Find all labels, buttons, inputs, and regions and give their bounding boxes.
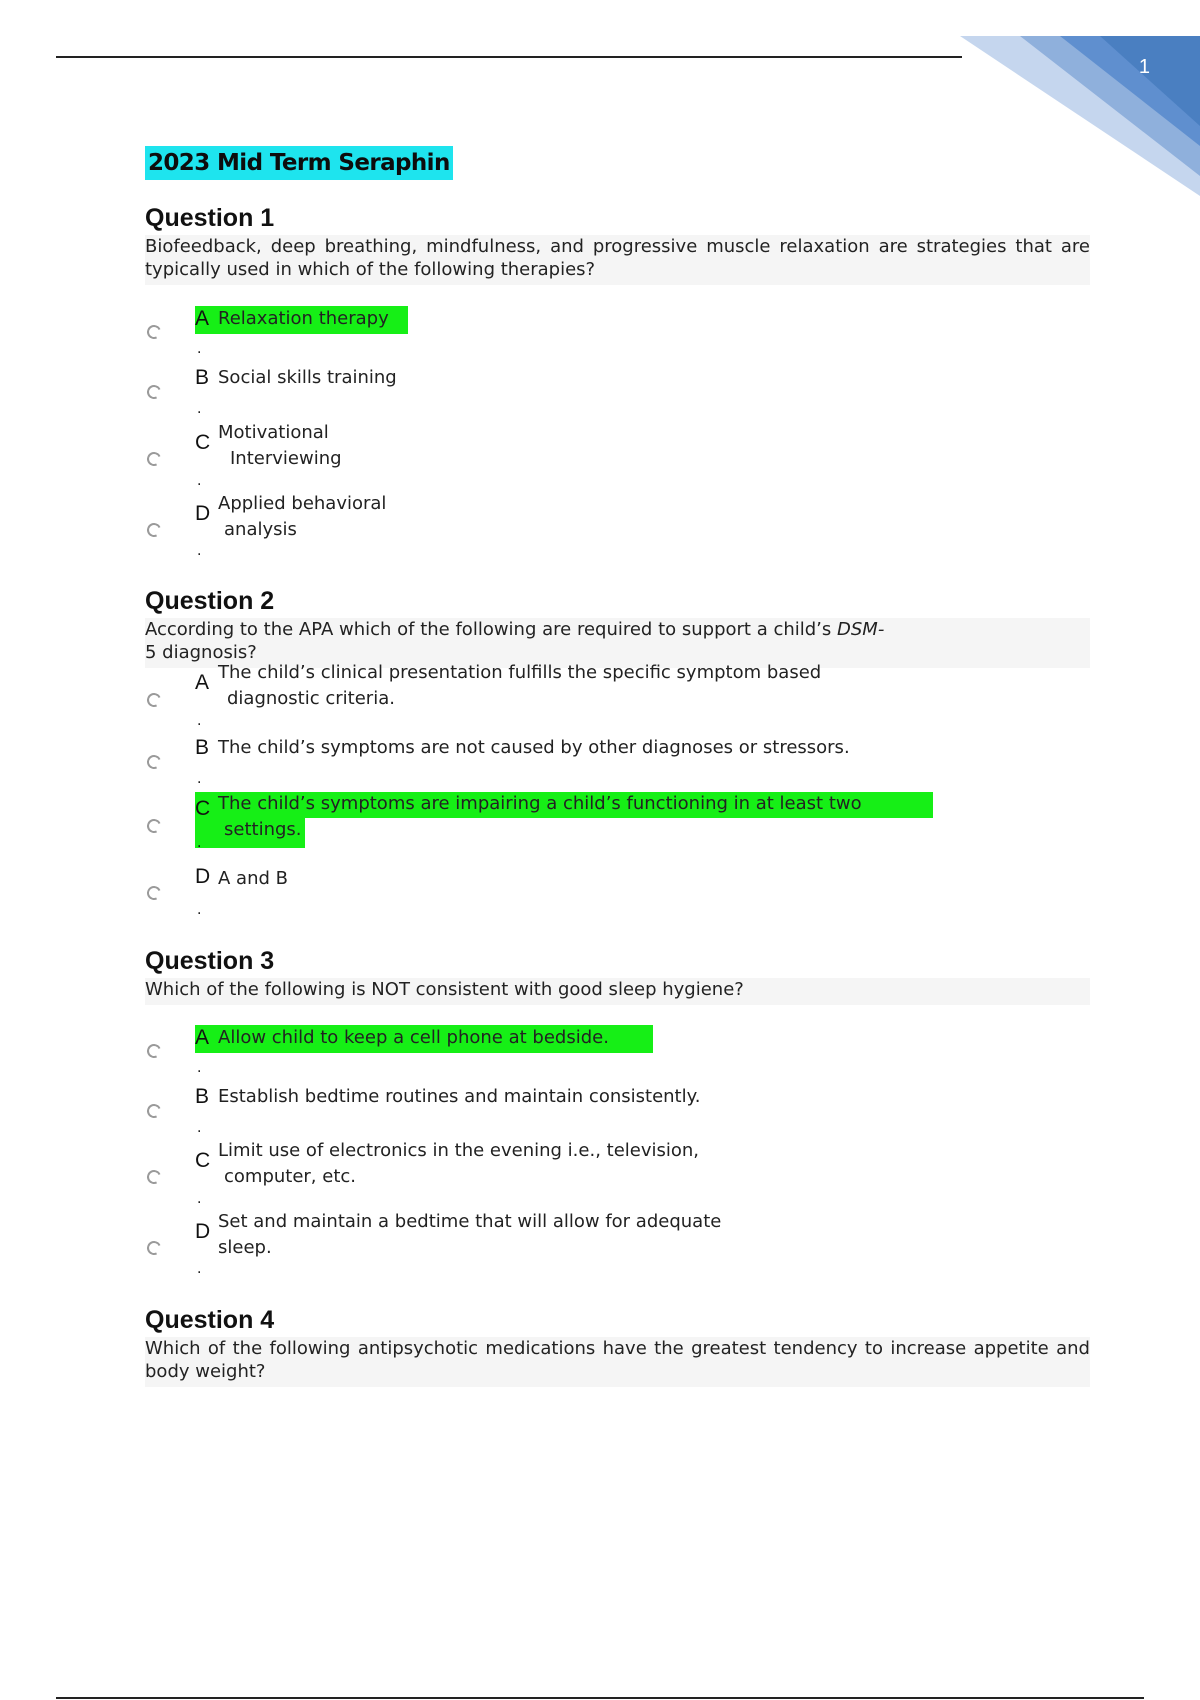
question-heading: Question 1 <box>145 204 275 232</box>
option-text: Relaxation therapy <box>218 308 389 329</box>
option-dot: . <box>197 771 202 787</box>
radio-button[interactable] <box>145 1168 163 1186</box>
prompt-emphasis: DSM- <box>837 619 885 640</box>
option-dot: . <box>197 473 202 489</box>
bottom-rule <box>56 1697 1144 1699</box>
option-letter: D <box>195 1220 211 1243</box>
option-letter: A <box>195 307 210 330</box>
document-title: 2023 Mid Term Seraphin <box>145 146 453 180</box>
prompt-text: According to the APA which of the following are required to support a child’s <box>145 619 838 640</box>
option-text-line-1: Applied behavioral <box>218 493 387 514</box>
option-dot: . <box>197 543 202 559</box>
option-text-line-2: diagnostic criteria. <box>227 688 395 709</box>
question-3 <box>145 946 1090 1005</box>
option-text <box>218 660 821 712</box>
question-4 <box>145 1305 1090 1387</box>
option-text <box>218 1209 721 1261</box>
option-letter: A <box>195 1026 210 1049</box>
option-dot: . <box>197 713 202 729</box>
option-dot: . <box>197 401 202 417</box>
question-prompt: Biofeedback, deep breathing, mindfulness, and progressive muscle relaxation are strategies that are typically used in which of the following therapies? <box>145 235 1090 285</box>
option-dot: . <box>197 1261 202 1277</box>
question-1 <box>145 203 1090 285</box>
option-dot: . <box>197 1191 202 1207</box>
option-text: Allow child to keep a cell phone at bedside. <box>218 1027 609 1048</box>
option-letter: C <box>195 431 211 454</box>
top-rule <box>56 56 962 58</box>
question-heading: Question 3 <box>145 947 275 975</box>
option-letter: A <box>195 671 210 694</box>
radio-button[interactable] <box>145 691 163 709</box>
radio-button[interactable] <box>145 884 163 902</box>
option-text-line-2: settings. <box>224 819 302 840</box>
option-dot: . <box>197 1060 202 1076</box>
radio-button[interactable] <box>145 1102 163 1120</box>
option-text: A and B <box>218 868 288 889</box>
option-text <box>218 1138 699 1190</box>
option-dot: . <box>197 341 202 357</box>
option-letter: B <box>195 736 210 759</box>
option-text: The child’s symptoms are not caused by other diagnoses or stressors. <box>218 737 850 758</box>
radio-button[interactable] <box>145 817 163 835</box>
option-text-line-2: computer, etc. <box>224 1166 357 1187</box>
option-text: Establish bedtime routines and maintain consistently. <box>218 1086 701 1107</box>
corner-decoration <box>960 36 1200 206</box>
option-text-line-1: Set and maintain a bedtime that will allow for adequate <box>218 1211 722 1232</box>
option-letter: B <box>195 1085 210 1108</box>
option-text: Social skills training <box>218 367 397 388</box>
radio-button[interactable] <box>145 1239 163 1257</box>
question-heading: Question 2 <box>145 587 275 615</box>
question-prompt: Which of the following is NOT consistent with good sleep hygiene? <box>145 978 1090 1005</box>
option-dot: . <box>197 1120 202 1136</box>
option-text-line-1: The child’s clinical presentation fulfills the specific symptom based <box>218 662 822 683</box>
option-text-line-1: Motivational <box>218 422 329 443</box>
option-text-line-2: analysis <box>224 519 297 540</box>
option-letter: C <box>195 797 211 820</box>
option-text <box>218 791 862 843</box>
question-heading: Question 4 <box>145 1306 275 1334</box>
radio-button[interactable] <box>145 383 163 401</box>
page-number: 1 <box>1138 56 1150 78</box>
radio-button[interactable] <box>145 323 163 341</box>
radio-button[interactable] <box>145 521 163 539</box>
option-dot: . <box>197 902 202 918</box>
option-letter: C <box>195 1149 211 1172</box>
option-text-line-1: Limit use of electronics in the evening i.e., television, <box>218 1140 700 1161</box>
option-letter: B <box>195 366 210 389</box>
prompt-text-continued: 5 diagnosis? <box>145 642 257 663</box>
radio-button[interactable] <box>145 450 163 468</box>
radio-button[interactable] <box>145 1042 163 1060</box>
option-text-line-1: The child’s symptoms are impairing a child’s functioning in at least two <box>218 793 862 814</box>
option-text <box>218 491 386 543</box>
option-text-line-2: sleep. <box>218 1237 272 1258</box>
radio-button[interactable] <box>145 753 163 771</box>
question-2 <box>145 586 1090 668</box>
option-text-line-2: Interviewing <box>230 448 342 469</box>
option-dot: . <box>197 835 202 851</box>
question-prompt: Which of the following antipsychotic medications have the greatest tendency to increase appetite and body weight? <box>145 1337 1090 1387</box>
option-letter: D <box>195 865 211 888</box>
option-text <box>218 420 342 472</box>
option-letter: D <box>195 502 211 525</box>
